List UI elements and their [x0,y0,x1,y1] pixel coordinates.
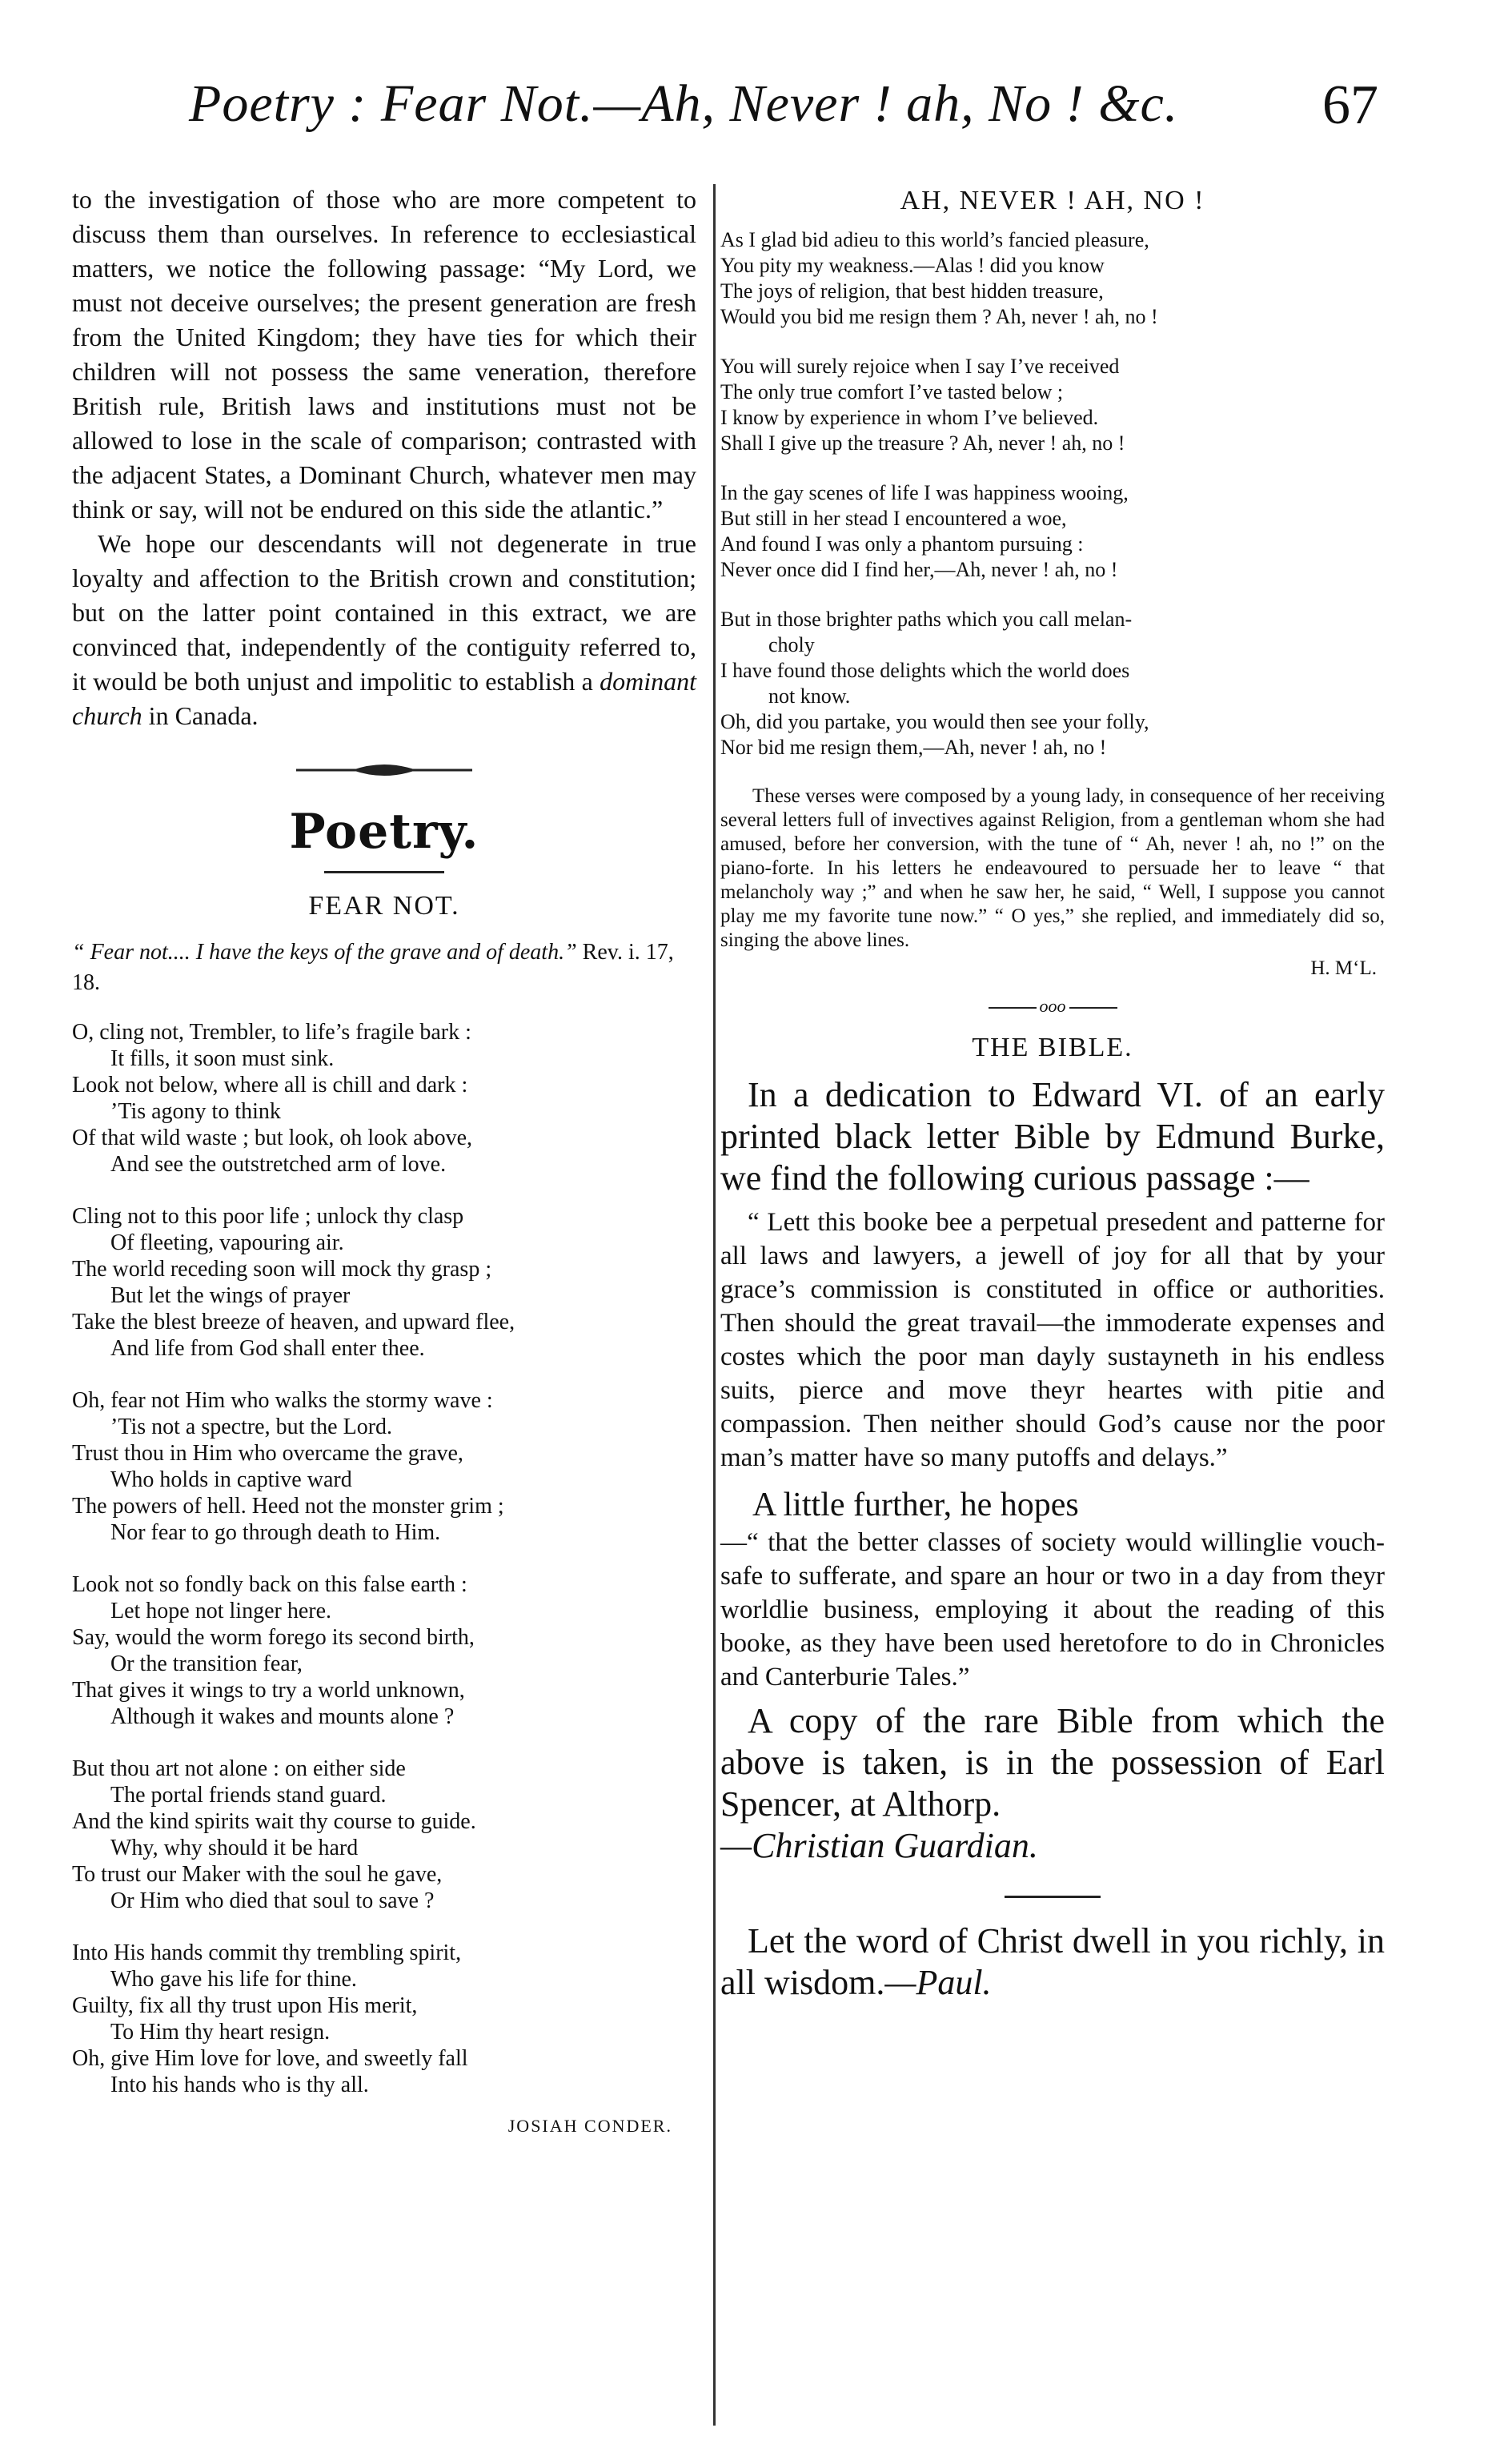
poem-line: Or the transition fear, [110,1651,303,1676]
poem-line: Let hope not linger here. [110,1599,332,1623]
poem-line: The only true comfort I’ve tasted below ; [720,380,1064,403]
epigraph-quote: “ Fear not.... I have the keys of the grave and of death.” [72,940,577,965]
poem-line: I have found those delights which the world does [720,659,1130,682]
poem-title-ah-never: AH, NEVER ! AH, NO ! [900,186,1205,215]
bible-quote-one: “ Lett this booke bee a perpetual presedent and patterne for all laws and lawyers, a jewell of joy for all that by your grace’s commission is constituted in office or authorities. Then should the great travail—the immoderate expenses and costes which the poor man dayly sustayneth in his endless suits, pierce and move theyr heartes with pitie and compassion. Then neither should God’s cause nor the poor man’s matter have so many putoffs and delays.” [720,1208,1385,1472]
paragraph-continued: to the investigation of those who are more competent to discuss them than ourselves. In reference to ecclesiastical matters, we notice the following passage: “My Lord, we must not deceive ourselves; the present generation are fresh from the United Kingdom; they have ties for which their children will not possess the same veneration, therefore British rule, British laws and institutions must not be allowed to lose in the scale of comparison; contrasted with the adjacent States, a Dominant Church, whatever men may think or say, will not be endured on this side the atlantic.” [72,185,696,524]
stanza [720,227,1385,330]
poem-line: But in those brighter paths which you call melan- [720,608,1133,631]
note-signature: H. M‘L. [1310,957,1377,979]
bible-intro: In a dedication to Edward VI. of an early printed black letter Bible by Edmund Burke, we find the following curious passage :— [720,1075,1385,1198]
paragraph-loyalty-text: We hope our descendants will not degenerate in true loyalty and affection to the British crown and constitution; but on the latter point contained in this extract, we are convinced that, independently of the contiguity referred to, it would be both unjust and impolitic to establish a [72,529,696,696]
stanza [720,354,1385,456]
stanza [72,1940,696,2098]
poem-title-fear-not: FEAR NOT. [308,891,460,921]
paragraph-loyalty [72,527,696,733]
heading-rule [324,871,444,873]
poem-line: But still in her stead I encountered a woe, [720,507,1067,530]
poem-line: Who holds in captive ward [110,1467,352,1492]
poem-line: You pity my weakness.—Alas ! did you know [720,254,1105,277]
poem-line: Why, why should it be hard [110,1836,359,1860]
column-divider [713,184,716,2426]
poem-line: Of fleeting, vapouring air. [110,1230,344,1255]
poem-line: choly [768,633,815,656]
poem-note: These verses were composed by a young lady, in consequence of her receiving several letters full of invectives against Religion, from a gentleman whom she had amused, before her conversion, with the tune of “ Ah, never ! ah, no !” on the piano-forte. In his letters he endeavoured to persuade her to leave “ that melancholy way ;” and when he saw her, he said, “ Well, I suppose you cannot play me my favorite tune now.” “ O yes,” she replied, and immediately did so, singing the above lines. [720,785,1385,951]
poem-line: The powers of hell. Heed not the monster grim ; [72,1494,504,1519]
poem-line: But thou art not alone : on either side [72,1756,406,1781]
closing-verse [720,1920,1385,2004]
poem-line: Look not below, where all is chill and dark : [72,1073,468,1098]
poem-line: Who gave his life for thine. [110,1967,357,1992]
stanza [72,1756,696,1914]
stanza [72,1203,696,1362]
stanza [72,1019,696,1178]
poem-line: The world receding soon will mock thy grasp ; [72,1257,492,1282]
closing-text: Let the word of Christ dwell in you richly, in all wisdom. [720,1921,1385,2002]
poem-line: not know. [768,684,851,708]
running-header [0,74,1512,162]
running-title: Poetry : Fear Not.—Ah, Never ! ah, No ! &c. [189,74,1179,133]
poem-line: And see the outstretched arm of love. [110,1152,447,1177]
poem-line: To Him thy heart resign. [110,2020,331,2045]
poem-line: Guilty, fix all thy trust upon His merit, [72,1993,418,2018]
poem-line: I know by experience in whom I’ve believed. [720,406,1099,429]
epigraph [72,937,696,998]
closing-source: —Paul. [884,1963,992,2002]
poem-line: The portal friends stand guard. [110,1783,387,1808]
poem-line: Trust thou in Him who overcame the grave, [72,1441,463,1466]
stanza [720,607,1385,760]
poem-line: Nor bid me resign them,—Ah, never ! ah, no ! [720,736,1107,759]
poem-line: Of that wild waste ; but look, oh look above, [72,1126,473,1150]
paragraph-loyalty-end: in Canada. [142,701,259,730]
left-column [72,183,696,2137]
poem-line: It fills, it soon must sink. [110,1046,335,1071]
poem-line: Oh, did you partake, you would then see your folly, [720,710,1149,733]
poem-line: In the gay scenes of life I was happiness wooing, [720,481,1129,504]
poem-line: Oh, give Him love for love, and sweetly fall [72,2046,468,2071]
page-number: 67 [1322,74,1378,136]
separator [720,996,1385,1017]
poem-line: Would you bid me resign them ? Ah, never ! ah, no ! [720,305,1158,328]
dominant-church-italic: dominant church [72,667,696,730]
further-hopes-heading: A little further, he hopes [752,1487,1079,1523]
poem-line: That gives it wings to try a world unknown, [72,1678,465,1703]
stanza [72,1571,696,1730]
poem-line: The joys of religion, that best hidden treasure, [720,279,1104,303]
epigraph-reference: Rev. i. 17, 18. [72,940,674,995]
poem-line: And the kind spirits wait thy course to guide. [72,1809,476,1834]
section-heading-poetry: Poetry. [289,804,479,860]
poem-line: Although it wakes and mounts alone ? [110,1704,455,1729]
right-column [720,183,1385,2004]
poem-line: And life from God shall enter thee. [110,1336,425,1361]
poem-line: ’Tis not a spectre, but the Lord. [110,1415,393,1439]
poem-line: Say, would the worm forego its second birth, [72,1625,475,1650]
bible-title: THE BIBLE. [972,1033,1133,1062]
poem-line: You will surely rejoice when I say I’ve received [720,355,1120,378]
poem-line: But let the wings of prayer [110,1283,351,1308]
poem-line: Shall I give up the treasure ? Ah, never ! ah, no ! [720,431,1125,455]
ornament-divider [288,754,480,786]
poem-line: And found I was only a phantom pursuing : [720,532,1084,556]
closing-rule [1005,1896,1101,1898]
poem-line: Or Him who died that soul to save ? [110,1888,435,1913]
poem-line: To trust our Maker with the soul he gave, [72,1862,443,1887]
separator-text: ooo [1039,996,1066,1016]
stanza [72,1387,696,1546]
poem-line: Nor fear to go through death to Him. [110,1520,441,1545]
ah-never-poem [720,227,1385,760]
stanza [720,480,1385,583]
poem-line: Take the blest breeze of heaven, and upward flee, [72,1310,515,1334]
poem-line: ’Tis agony to think [110,1099,281,1124]
copy-text: A copy of the rare Bible from which the above is taken, is in the possession of Earl Spencer, at Althorp. [720,1701,1385,1824]
copy-source: —Christian Guardian. [720,1826,1038,1865]
poem-line: Never once did I find her,—Ah, never ! ah, no ! [720,558,1118,581]
poem-line: Cling not to this poor life ; unlock thy clasp [72,1204,464,1229]
poem-line: Into his hands who is thy all. [110,2073,369,2097]
bible-quote-two: —“ that the better classes of society would willinglie vouch-safe to sufferate, and spare an hour or two in a day from theyr worldlie business, employing it about the reading of this booke, as they have been used heretofore to do in Chronicles and Canterburie Tales.” [720,1528,1385,1691]
poem-line: O, cling not, Trembler, to life’s fragile bark : [72,1020,471,1045]
left-prose [72,183,696,733]
poem-line: Look not so fondly back on this false earth : [72,1572,467,1597]
copy-paragraph [720,1700,1385,1825]
fear-not-poem [72,1019,696,2098]
poem-line: Oh, fear not Him who walks the stormy wave : [72,1388,493,1413]
poem-line: As I glad bid adieu to this world’s fancied pleasure, [720,228,1149,251]
poem-signature: JOSIAH CONDER. [507,2116,672,2136]
poem-line: Into His hands commit thy trembling spirit, [72,1940,462,1965]
